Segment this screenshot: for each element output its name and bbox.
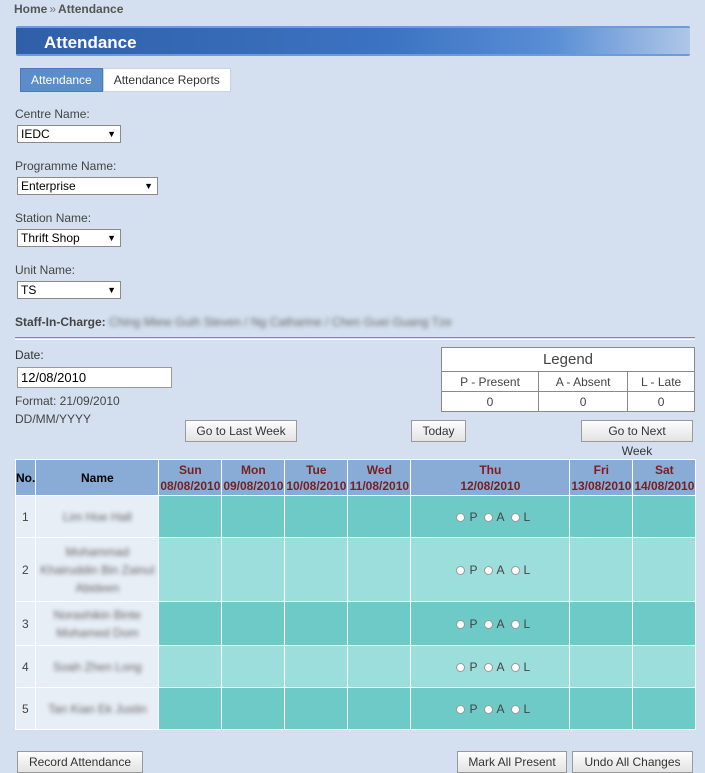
attendance-cell — [285, 602, 348, 646]
section-divider — [15, 337, 695, 340]
attendance-cell-today — [411, 496, 570, 538]
attendance-radio-label: A — [496, 509, 505, 524]
day-date: 13/08/2010 — [571, 478, 632, 493]
legend-table — [441, 347, 695, 412]
attendance-cell-today — [411, 538, 570, 602]
tab-attendance-reports[interactable]: Attendance Reports — [103, 68, 231, 92]
programme-name-value: Enterprise — [21, 179, 76, 193]
next-week-button[interactable]: Go to Next Week — [581, 420, 693, 442]
attendance-radio-a[interactable] — [484, 663, 493, 672]
attendance-radio-p[interactable] — [456, 663, 465, 672]
legend-present-label: P - Present — [442, 372, 539, 392]
attendance-radio-label: P — [469, 616, 478, 631]
attendance-cell — [570, 538, 633, 602]
column-header-fri — [570, 460, 633, 496]
attendance-radio-label: P — [469, 701, 478, 716]
programme-name-label: Programme Name: — [15, 159, 117, 173]
day-name: Tue — [306, 462, 327, 477]
attendance-cell-today — [411, 646, 570, 688]
legend-late-count: 0 — [628, 392, 695, 412]
table-row — [16, 496, 696, 538]
attendance-cell — [348, 688, 411, 730]
column-header-no: No. — [16, 460, 36, 496]
attendance-cell — [159, 688, 222, 730]
date-input[interactable]: 12/08/2010 — [17, 367, 172, 388]
breadcrumb-home-link[interactable]: Home — [14, 2, 48, 16]
attendance-cell — [633, 688, 696, 730]
table-row — [16, 646, 696, 688]
dropdown-arrow-icon: ▼ — [107, 285, 116, 295]
day-date: 08/08/2010 — [160, 478, 221, 493]
attendance-radio-a[interactable] — [484, 620, 493, 629]
page-title: Attendance — [44, 33, 137, 52]
legend-absent-count: 0 — [539, 392, 628, 412]
attendance-radio-label: L — [523, 509, 531, 524]
student-name-text: Tan Kian Ek Justin — [47, 701, 147, 716]
attendance-cell — [570, 602, 633, 646]
day-name: Thu — [479, 462, 502, 477]
attendance-radio-label: A — [496, 659, 505, 674]
attendance-cell — [285, 496, 348, 538]
unit-name-label: Unit Name: — [15, 263, 76, 277]
day-name: Fri — [593, 462, 610, 477]
column-header-thu — [411, 460, 570, 496]
student-name — [36, 646, 159, 688]
tab-bar — [20, 68, 231, 92]
student-name-text: Mohammad Khairuddin Bin Zainul Abideen — [40, 544, 155, 595]
date-format-hint — [15, 392, 120, 428]
attendance-cell — [222, 646, 285, 688]
attendance-radio-label: L — [523, 659, 531, 674]
attendance-cell — [633, 496, 696, 538]
student-name-text: Lim Hoe Hall — [62, 509, 132, 524]
attendance-radio-a[interactable] — [484, 513, 493, 522]
attendance-radio-label: A — [496, 562, 505, 577]
row-number: 3 — [16, 602, 36, 646]
station-name-label: Station Name: — [15, 211, 92, 225]
attendance-cell-today — [411, 602, 570, 646]
breadcrumb-current: Attendance — [58, 2, 124, 16]
day-name: Mon — [241, 462, 266, 477]
dropdown-arrow-icon: ▼ — [107, 129, 116, 139]
column-header-wed — [348, 460, 411, 496]
attendance-cell — [159, 602, 222, 646]
attendance-radio-label: P — [469, 659, 478, 674]
staff-in-charge-value: Ching Miew Guih Steven / Ng Catharine / Chen Guei Guang Tze — [109, 315, 452, 329]
attendance-radio-l[interactable] — [511, 566, 520, 575]
date-format-pattern: DD/MM/YYYY — [15, 412, 92, 426]
attendance-cell — [348, 538, 411, 602]
student-name-text: Norashikin Binte Mohamed Dom — [53, 607, 142, 640]
day-name: Sun — [179, 462, 202, 477]
last-week-button[interactable]: Go to Last Week — [185, 420, 297, 442]
attendance-radio-p[interactable] — [456, 620, 465, 629]
attendance-radio-label: L — [523, 701, 531, 716]
student-name — [36, 602, 159, 646]
day-date: 09/08/2010 — [223, 478, 284, 493]
attendance-radio-a[interactable] — [484, 705, 493, 714]
day-name: Sat — [655, 462, 674, 477]
day-date: 14/08/2010 — [634, 478, 695, 493]
mark-all-present-button[interactable]: Mark All Present — [457, 751, 567, 773]
attendance-radio-l[interactable] — [511, 513, 520, 522]
attendance-radio-l[interactable] — [511, 620, 520, 629]
attendance-cell — [159, 538, 222, 602]
legend-title: Legend — [442, 348, 695, 372]
unit-name-select[interactable] — [17, 281, 121, 299]
row-number: 2 — [16, 538, 36, 602]
centre-name-label: Centre Name: — [15, 107, 90, 121]
today-button[interactable]: Today — [411, 420, 466, 442]
dropdown-arrow-icon: ▼ — [107, 233, 116, 243]
attendance-cell — [222, 538, 285, 602]
day-date: 11/08/2010 — [349, 478, 410, 493]
day-date: 12/08/2010 — [460, 478, 521, 493]
date-format-example: Format: 21/09/2010 — [15, 394, 120, 408]
student-name-text: Soah Zhen Long — [52, 659, 142, 674]
attendance-cell — [222, 602, 285, 646]
attendance-radio-l[interactable] — [511, 663, 520, 672]
attendance-radio-p[interactable] — [456, 566, 465, 575]
legend-present-count: 0 — [442, 392, 539, 412]
student-name — [36, 496, 159, 538]
attendance-cell — [570, 646, 633, 688]
column-header-sat — [633, 460, 696, 496]
attendance-radio-label: A — [496, 701, 505, 716]
attendance-radio-label: L — [523, 616, 531, 631]
staff-in-charge — [15, 315, 452, 329]
centre-name-select[interactable] — [17, 125, 121, 143]
student-name — [36, 538, 159, 602]
attendance-radio-label: L — [523, 562, 531, 577]
attendance-cell — [633, 538, 696, 602]
day-date: 10/08/2010 — [286, 478, 347, 493]
station-name-value: Thrift Shop — [21, 231, 80, 245]
dropdown-arrow-icon: ▼ — [144, 181, 153, 191]
table-row — [16, 688, 696, 730]
record-attendance-button[interactable]: Record Attendance — [17, 751, 143, 773]
attendance-radio-label: P — [469, 562, 478, 577]
row-number: 5 — [16, 688, 36, 730]
undo-all-changes-button[interactable]: Undo All Changes — [572, 751, 693, 773]
unit-name-value: TS — [21, 283, 37, 297]
centre-name-value: IEDC — [21, 127, 50, 141]
column-header-mon — [222, 460, 285, 496]
legend-absent-label: A - Absent — [539, 372, 628, 392]
day-name: Wed — [366, 462, 392, 477]
attendance-cell — [222, 688, 285, 730]
row-number: 1 — [16, 496, 36, 538]
attendance-cell — [348, 602, 411, 646]
programme-name-select[interactable] — [17, 177, 158, 195]
attendance-cell — [348, 646, 411, 688]
student-name — [36, 688, 159, 730]
breadcrumb-separator: » — [49, 2, 57, 16]
legend-late-label: L - Late — [628, 372, 695, 392]
attendance-cell — [285, 538, 348, 602]
attendance-cell — [348, 496, 411, 538]
attendance-cell — [222, 496, 285, 538]
row-number: 4 — [16, 646, 36, 688]
table-row — [16, 602, 696, 646]
attendance-cell — [285, 646, 348, 688]
attendance-cell — [570, 496, 633, 538]
attendance-radio-a[interactable] — [484, 566, 493, 575]
attendance-cell — [570, 688, 633, 730]
date-label: Date: — [15, 348, 44, 362]
attendance-cell — [633, 602, 696, 646]
attendance-radio-p[interactable] — [456, 513, 465, 522]
column-header-tue — [285, 460, 348, 496]
column-header-sun — [159, 460, 222, 496]
attendance-radio-label: A — [496, 616, 505, 631]
attendance-table — [15, 459, 696, 730]
attendance-cell — [159, 496, 222, 538]
page-banner — [16, 26, 690, 56]
attendance-radio-label: P — [469, 509, 478, 524]
attendance-cell-today — [411, 688, 570, 730]
attendance-radio-l[interactable] — [511, 705, 520, 714]
column-header-name: Name — [36, 460, 159, 496]
attendance-cell — [285, 688, 348, 730]
table-row — [16, 538, 696, 602]
attendance-radio-p[interactable] — [456, 705, 465, 714]
staff-in-charge-label: Staff-In-Charge: — [15, 315, 106, 329]
breadcrumb — [14, 2, 123, 16]
attendance-cell — [633, 646, 696, 688]
station-name-select[interactable] — [17, 229, 121, 247]
attendance-cell — [159, 646, 222, 688]
tab-attendance[interactable]: Attendance — [20, 68, 103, 92]
